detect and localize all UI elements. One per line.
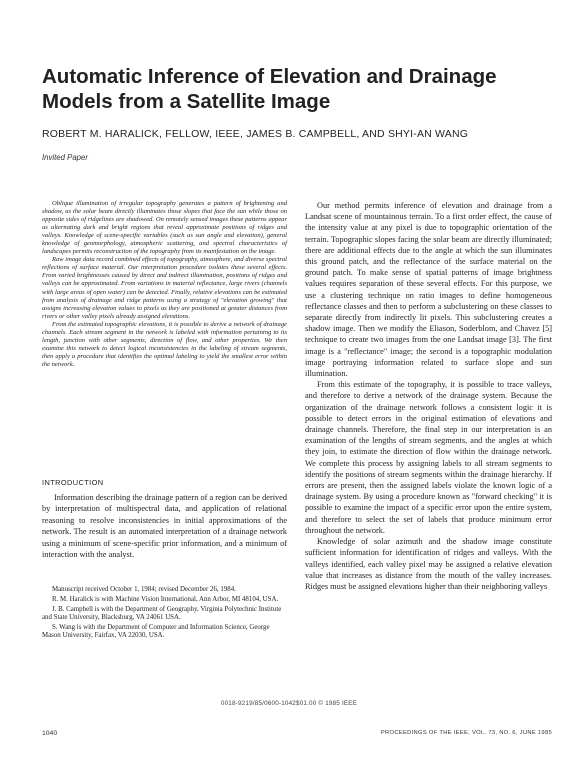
paper-title: Automatic Inference of Elevation and Drainage Models from a Satellite Image [42, 65, 497, 113]
journal-running-footer: PROCEEDINGS OF THE IEEE, VOL. 73, NO. 6, JUNE 1985 [380, 730, 552, 736]
footnotes [42, 586, 287, 642]
abstract-paragraph: Oblique illumination of irregular topography generates a pattern of brightening and shadow, as the solar beam directly illuminates those slopes that face the sun while those on opposite sides of ridgelines are shadowed. On remotely sensed images these patterns appear as alternating dark and bright regions that reveal approximate positions of ridges and valleys. Knowledge of scene-specific variables (such as sun angle and elevation), general knowledge of geomorphology, atmospheric scattering, and spectral characteristics of landscapes permits reconstruction of the topography from its manifestation on the image. [42, 200, 287, 256]
introduction-text [42, 492, 287, 560]
abstract-paragraph: From the estimated topographic elevations, it is possible to derive a network of drainage channels. Each stream segment in the network is labeled with information pertaining to its length, junction with other segments, direction of flow, and other properties. We then examine this network to detect logical inconsistencies in the labeling of stream segments, then apply a procedure that identifies the optimal labeling to yield the smallest error within the network. [42, 320, 287, 368]
footnote: S. Wang is with the Department of Computer and Information Science, George Mason University, Fairfax, VA 22030, USA. [42, 623, 270, 639]
section-heading: INTRODUCTION [42, 478, 104, 487]
footnote: J. B. Campbell is with the Department of Geography, Virginia Polytechnic Institute and State University, Blacksburg, VA 24061 USA. [42, 605, 282, 621]
abstract [42, 200, 287, 369]
abstract-paragraph: Raw image data record combined effects of topography, atmosphere, and diverse spectral reflections of surface material. Our interpretation procedure isolates these several effects. From varied brightnesses caused by direct and indirect illumination, positions of ridges and valleys can be approximated. From variations in material reflectance, large rivers (channels with large areas of open water) can be detected. Finally, relative elevations can be estimated from analysis of drainage and ridge patterns using a strategy of "elevation growing" that assigns increasing elevation values to pixels as they are positioned at greater distances from rivers or other valley pixels already assigned elevations. [42, 256, 287, 320]
copyright-line: 0018-9219/85/0600-1042$01.00 © 1985 IEEE [220, 700, 358, 707]
footnote: R. M. Haralick is with Machine Vision International, Ann Arbor, MI 48104, USA. [52, 595, 279, 603]
footnote: Manuscript received October 1, 1984; revised December 26, 1984. [52, 586, 236, 593]
author-line: ROBERT M. HARALICK, FELLOW, IEEE, JAMES B. CAMPBELL, AND SHYI-AN WANG [42, 128, 469, 140]
invited-paper-label: Invited Paper [42, 153, 88, 162]
right-column-text [305, 200, 552, 592]
body-paragraph: From this estimate of the topography, it is possible to trace valleys, and therefore to derive a network of the drainage system. Because the organization of the drainage network follows a consistent logic it is possible to detect errors in the original estimation of elevations and drainage channels. Therefore, the final step in our interpretation is an examination of the lengths of stream segments, and the angles at which they join, to estimate the direction of flow within the drainage network. We complete this process by assigning labels to all stream segments to identify the positions of stream segments within the drainage hierarchy. If errors are present, then the assigned labels violate the known logic of a drainage system. By using a procedure known as "forward checking" it is possible to examine the impact of a specific error upon the entire system, and therefore to select the set of labels that produce minimum error throughout the network. [305, 380, 552, 535]
body-paragraph: Our method permits inference of elevation and drainage from a Landsat scene of mountainous terrain. To a first order effect, the cause of the intensity value at any pixel is due to topographic orientation of the terrain. Topographic slopes facing the solar beam are directly illuminated; there are additional effects due to the angle at which the sun illuminates this ground patch, and the reflectance of the surface material on the ground patch. To make sense of spatial patterns of image brightness values requires separation of these several effects. For this purpose, we use a clustering technique on ratio images to define homogeneous reflectance classes and then to perform a subclustering on these classes to separate directly from indirectly lit pixels. This subclustering creates a shadow image. Then we modify the Eliason, Soderblom, and Chavez [5] technique to create two images from the one Landsat image [3]. The first image is a "reflectance" image; the second is a topographic modulation image portraying information related to surface slope and sun illumination. [305, 201, 552, 379]
page-number: 1040 [42, 730, 58, 737]
body-paragraph: Information describing the drainage pattern of a region can be derived by interpretation of multispectral data, and application of relational reasoning to resolve inconsistencies in initial approximations of the network. The result is an automated interpretation of a drainage network using a minimum of scene-specific prior information, and a minimum of interaction with the analyst. [42, 493, 287, 560]
body-paragraph: Knowledge of solar azimuth and the shadow image constitute sufficient information for identification of ridges and valleys. With the valleys identified, each valley pixel may be assigned a relative elevation value that increases as distance from the mouth of the valley increases. Ridges must be assigned elevations higher than their neighboring valleys [305, 537, 552, 591]
